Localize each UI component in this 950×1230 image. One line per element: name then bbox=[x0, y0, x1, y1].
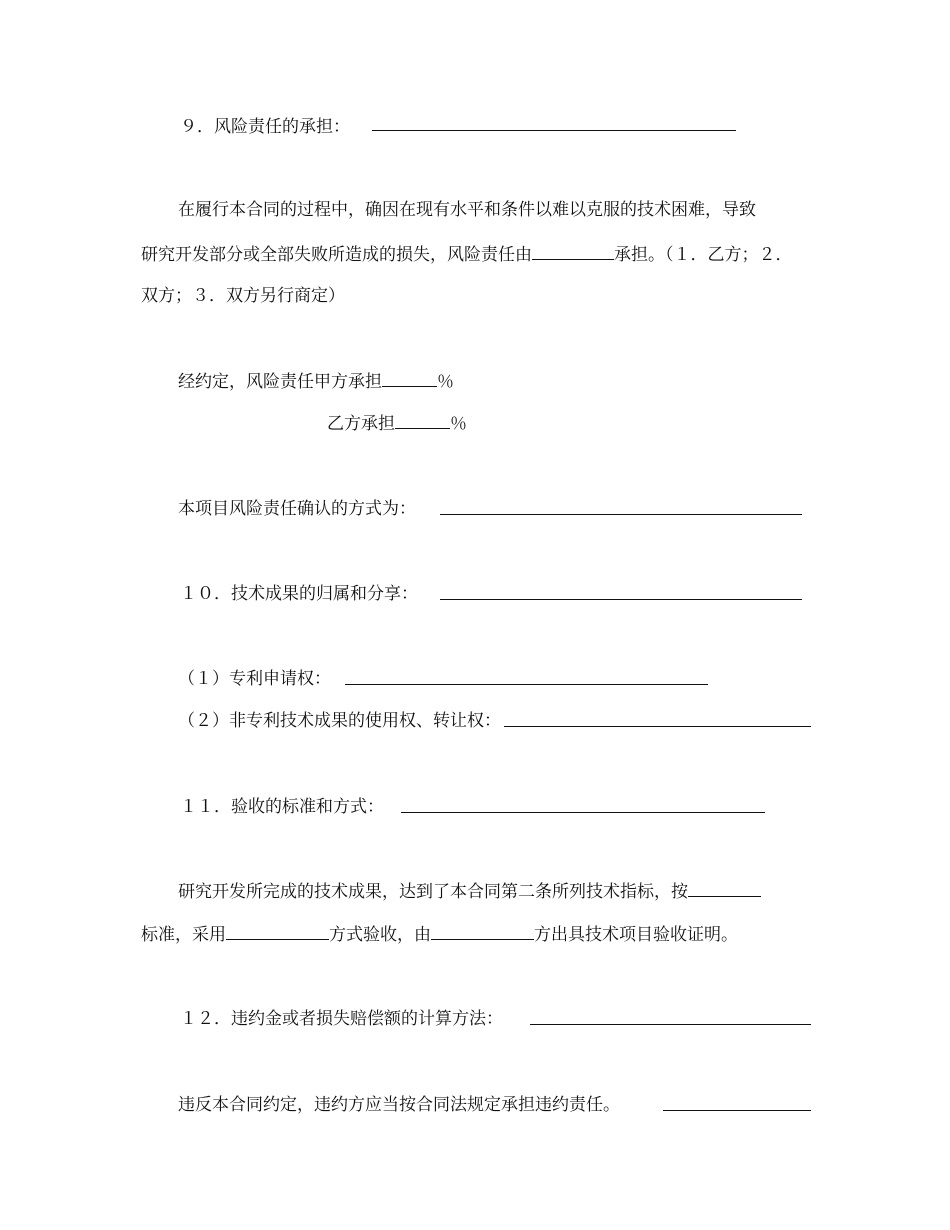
section-12-heading-text: １２．违约金或者损失赔偿额的计算方法： bbox=[180, 1009, 503, 1029]
party-b-percent-blank[interactable] bbox=[395, 410, 450, 429]
party-b-label: 乙方承担 bbox=[327, 414, 395, 434]
nonpatent-right-line bbox=[178, 709, 501, 733]
section-9-heading-text: ９．风险责任的承担： bbox=[180, 117, 350, 137]
acceptance-line2-text-a: 标准，采用 bbox=[141, 925, 226, 945]
para-line-2-text-a: 研究开发部分或全部失败所造成的损失，风险责任由 bbox=[141, 245, 532, 265]
section-11-para-line-2 bbox=[141, 921, 738, 947]
party-a-label: 经约定，风险责任甲方承担 bbox=[178, 372, 382, 392]
section-9-para-line-2 bbox=[141, 241, 793, 267]
para-line-2-text-b: 承担。（１．乙方；２． bbox=[614, 245, 793, 265]
acceptance-method-blank[interactable] bbox=[226, 921, 329, 940]
acceptance-issuer-blank[interactable] bbox=[431, 921, 534, 940]
patent-right-label: （１）专利申请权： bbox=[178, 669, 331, 689]
section-9-para-line-3: 双方；３．双方另行商定） bbox=[141, 286, 345, 306]
acceptance-para-text: 研究开发所完成的技术成果，达到了本合同第二条所列技术指标，按 bbox=[178, 882, 688, 902]
breach-para-text: 违反本合同约定，违约方应当按合同法规定承担违约责任。 bbox=[178, 1095, 620, 1115]
party-a-percent-sign: ％ bbox=[437, 372, 454, 392]
section-11-heading-text: １１．验收的标准和方式： bbox=[180, 797, 384, 817]
acceptance-standard-blank[interactable] bbox=[688, 878, 761, 897]
section-12-heading bbox=[180, 1007, 503, 1031]
acceptance-line2-text-c: 方出具技术项目验收证明。 bbox=[534, 925, 738, 945]
risk-confirm-blank[interactable] bbox=[440, 514, 802, 515]
section-10-heading bbox=[180, 582, 418, 606]
party-b-risk-line bbox=[327, 410, 467, 436]
section-11-heading bbox=[180, 795, 384, 819]
section-10-blank[interactable] bbox=[440, 599, 802, 600]
section-12-blank[interactable] bbox=[530, 1024, 811, 1025]
section-9-para-line-1: 在履行本合同的过程中，确因在现有水平和条件以难以克服的技术困难，导致 bbox=[178, 200, 756, 220]
section-12-para-line-1 bbox=[178, 1093, 620, 1117]
section-10-heading-text: １０．技术成果的归属和分享： bbox=[180, 584, 418, 604]
party-a-percent-blank[interactable] bbox=[382, 368, 437, 387]
risk-confirm-label: 本项目风险责任确认的方式为： bbox=[178, 499, 416, 519]
patent-right-line bbox=[178, 667, 331, 691]
section-9-blank[interactable] bbox=[372, 130, 736, 131]
risk-bearer-blank[interactable] bbox=[532, 241, 614, 260]
party-b-percent-sign: ％ bbox=[450, 414, 467, 434]
risk-confirm-line bbox=[178, 497, 416, 521]
nonpatent-right-blank[interactable] bbox=[504, 726, 811, 727]
patent-right-blank[interactable] bbox=[345, 684, 708, 685]
party-a-risk-line bbox=[178, 368, 454, 394]
section-11-blank[interactable] bbox=[401, 812, 765, 813]
nonpatent-right-label: （２）非专利技术成果的使用权、转让权： bbox=[178, 711, 501, 731]
section-9-heading bbox=[180, 115, 350, 139]
acceptance-line2-text-b: 方式验收，由 bbox=[329, 925, 431, 945]
breach-blank[interactable] bbox=[663, 1110, 811, 1111]
section-11-para-line-1 bbox=[178, 878, 761, 904]
